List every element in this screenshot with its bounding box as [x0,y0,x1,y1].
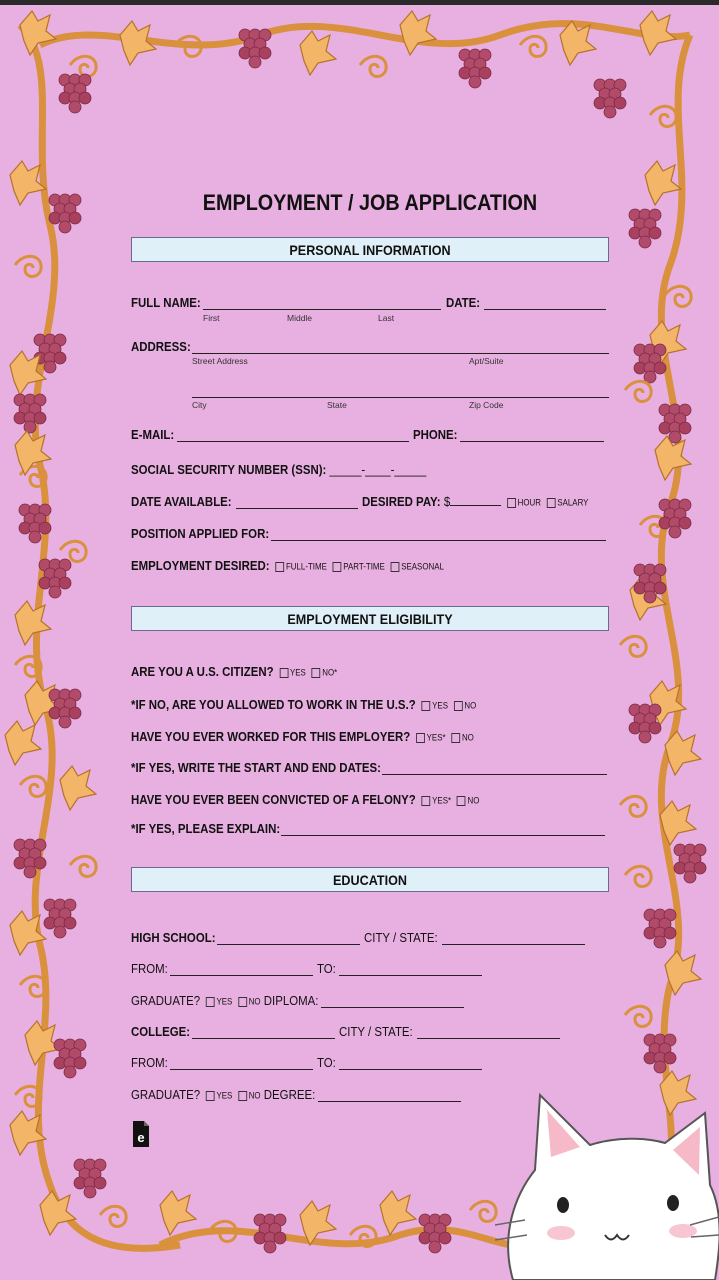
college-to-field[interactable] [339,1069,482,1070]
section-header-eligibility: EMPLOYMENT ELIGIBILITY [131,606,609,631]
dates-label: *IF YES, WRITE THE START AND END DATES: [131,760,382,775]
city-state-zip-field[interactable] [192,397,609,398]
explain-label: *IF YES, PLEASE EXPLAIN: [131,821,281,836]
hs-graduate-no-checkbox[interactable] [238,997,247,1007]
citizen-yes-checkbox[interactable] [279,668,288,678]
employment-desired-row: EMPLOYMENT DESIRED: FULL-TIME PART-TIME SEASONAL [131,558,444,573]
salary-checkbox[interactable] [547,498,556,508]
hs-city-state-field[interactable] [442,944,585,945]
hs-to-field[interactable] [339,975,482,976]
date-available-label: DATE AVAILABLE: [131,494,232,509]
college-graduate-yes-checkbox[interactable] [206,1091,215,1101]
college-city-state-label: CITY / STATE: [339,1024,413,1039]
felony-row: HAVE YOU EVER BEEN CONVICTED OF A FELONY? YES* NO [131,792,480,807]
email-label: E-MAIL: [131,427,175,442]
worked-row: HAVE YOU EVER WORKED FOR THIS EMPLOYER? YES* NO [131,729,474,744]
full-name-label: FULL NAME: [131,295,201,310]
eforms-logo-icon [133,1121,149,1147]
worked-no-checkbox[interactable] [451,733,460,743]
page-title: EMPLOYMENT / JOB APPLICATION [202,190,538,215]
start-end-dates-field[interactable] [382,774,607,775]
desired-pay-row: DESIRED PAY: $ HOUR SALARY [362,494,589,509]
college-label: COLLEGE: [131,1024,191,1039]
section-header-education: EDUCATION [131,867,609,892]
desired-pay-field[interactable] [450,495,501,506]
citizen-row: ARE YOU A U.S. CITIZEN? YES NO* [131,664,338,679]
address-label: ADDRESS: [131,339,191,354]
date-field[interactable] [484,309,606,310]
felony-no-checkbox[interactable] [457,796,466,806]
felony-yes-checkbox[interactable] [422,796,431,806]
email-field[interactable] [177,441,409,442]
zip-caption: Zip Code [469,400,504,410]
full-time-checkbox[interactable] [275,562,284,572]
section-header-personal: PERSONAL INFORMATION [131,237,609,262]
diploma-field[interactable] [321,1007,464,1008]
ssn-field[interactable]: _____-____-_____ [329,462,427,477]
hs-graduate-row: GRADUATE? YES NO DIPLOMA: [131,993,319,1008]
worked-yes-checkbox[interactable] [416,733,425,743]
phone-field[interactable] [460,441,604,442]
city-caption: City [192,400,207,410]
high-school-label: HIGH SCHOOL: [131,930,216,945]
college-to-label: TO: [317,1055,336,1070]
part-time-checkbox[interactable] [333,562,342,572]
college-city-state-field[interactable] [417,1038,560,1039]
date-label: DATE: [446,295,481,310]
middle-caption: Middle [287,313,313,323]
allowed-row: *IF NO, ARE YOU ALLOWED TO WORK IN THE U.S.? YES NO [131,697,477,712]
high-school-field[interactable] [217,944,360,945]
ssn-label: SOCIAL SECURITY NUMBER (SSN): _____-____-_____ [131,462,427,477]
citizen-no-checkbox[interactable] [312,668,321,678]
state-caption: State [327,400,347,410]
apt-caption: Apt/Suite [469,356,504,366]
street-address-field[interactable] [192,353,609,354]
allowed-no-checkbox[interactable] [454,701,463,711]
position-field[interactable] [271,540,606,541]
last-caption: Last [378,313,395,323]
seasonal-checkbox[interactable] [391,562,400,572]
hs-graduate-yes-checkbox[interactable] [206,997,215,1007]
date-available-field[interactable] [236,508,358,509]
explain-field[interactable] [281,835,605,836]
college-from-field[interactable] [170,1069,313,1070]
hs-to-label: TO: [317,961,336,976]
position-label: POSITION APPLIED FOR: [131,526,270,541]
street-caption: Street Address [192,356,248,366]
hs-from-field[interactable] [170,975,313,976]
hs-from-label: FROM: [131,961,168,976]
svg-text:e: e [137,1130,145,1145]
first-caption: First [203,313,220,323]
hour-checkbox[interactable] [507,498,516,508]
college-graduate-no-checkbox[interactable] [238,1091,247,1101]
cat-sticker-icon [495,1085,719,1280]
phone-label: PHONE: [413,427,458,442]
college-field[interactable] [192,1038,335,1039]
allowed-yes-checkbox[interactable] [422,701,431,711]
college-graduate-row: GRADUATE? YES NO DEGREE: [131,1087,316,1102]
degree-field[interactable] [318,1101,461,1102]
hs-city-state-label: CITY / STATE: [364,930,438,945]
full-name-field[interactable] [203,309,441,310]
college-from-label: FROM: [131,1055,168,1070]
